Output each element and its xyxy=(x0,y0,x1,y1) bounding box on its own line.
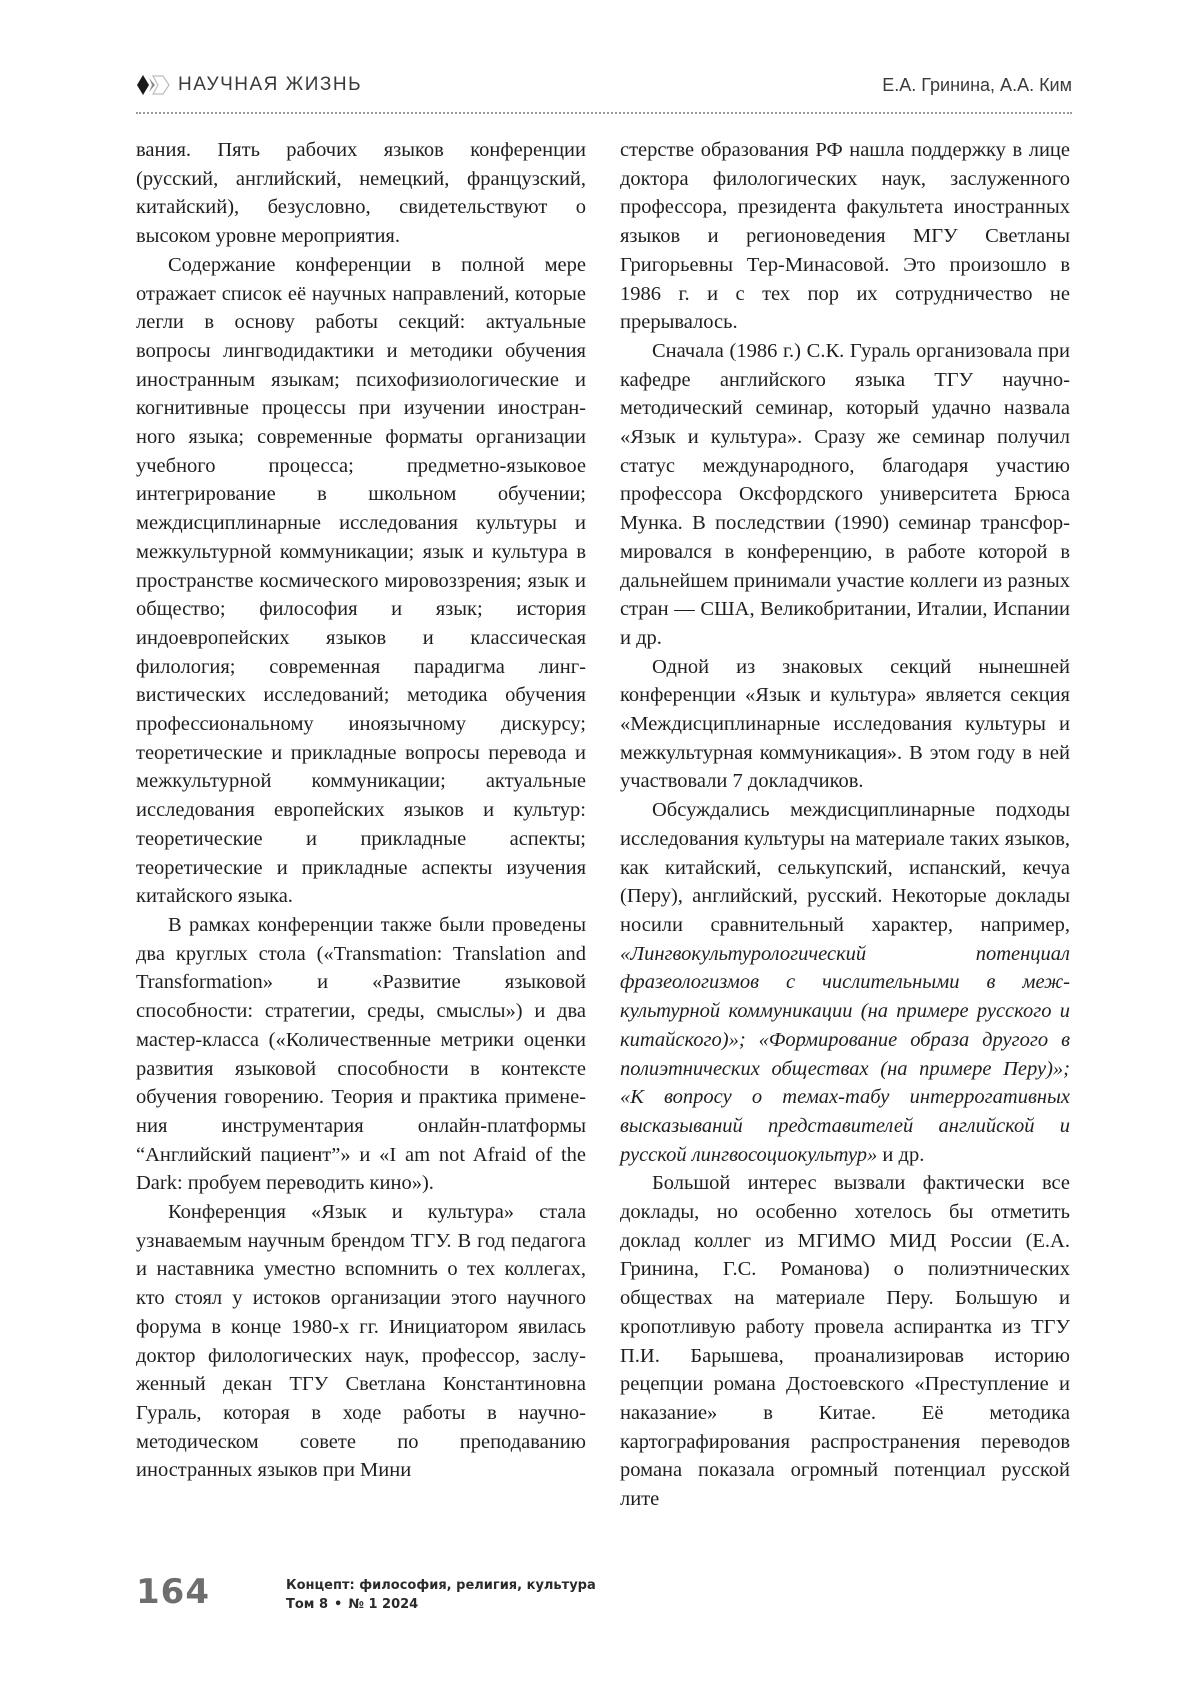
journal-volume: Том 8 xyxy=(286,1597,328,1612)
paragraph: Сначала (1986 г.) С.К. Гураль организовала при кафедре английского языка ТГУ научно-методический семинар, который удачно назвала «Язык и культура». Сразу же семинар получил статус международного, благодаря участию профессора Оксфордского университета Брюса Мунка. В последствии (1990) семинар трансформировался в конференцию, в работе которой в дальнейшем принимали участие коллеги из разных стран — США, Великобритании, Италии, Испании и др. xyxy=(620,339,1070,649)
page-header xyxy=(136,72,1072,112)
page-footer xyxy=(136,1572,1072,1632)
report-titles-italic: «Лингвокультурологический потенциал фразеологизмов с числительными в межкультурной коммуникации (на примере русского и китайского)»; «Формирование образа другого в полиэтнических обществах (на примере Перу)»; «К вопросу о темах-табу интеррогативных высказываний представителей английской и русской лингвосоциокультур» xyxy=(620,942,1070,1166)
page-number: 164 xyxy=(136,1572,210,1612)
section-title: НАУЧНАЯ ЖИЗНЬ xyxy=(178,74,363,95)
left-column xyxy=(136,136,586,1485)
paragraph: Содержание конференции в полной мере отражает список её научных направлений, которые легли в основу работы секций: актуальные вопросы лингводидактики и методики обучения иностранным языкам; психофизиологические и когнитивные процессы при изучении иностранного языка; современные форматы организации учебного процесса; предметно-языковое интегрирование в школьном обучении; междисциплинарные исследования культуры и межкультурной коммуникации; язык и культура в пространстве космического мировоззрения; язык и общество; философия и язык; история индоевропейских языков и классическая филология; современная парадигма лингвистических исследований; методика обучения профессиональному иноязычному дискурсу; теоретические и прикладные вопросы перевода и межкультурной коммуникации; актуальные исследования европейских языков и культур: теоретические и прикладные аспекты; теоретические и прикладные аспекты изучения китайского языка. xyxy=(136,253,586,908)
paragraph: В рамках конференции также были проведены два круглых стола («Transmation: Translation and Transformation» и «Развитие языковой способности: стратегии, среды, смыслы») и два мастер-класса («Количественные метрики оценки развития языковой способности в контексте обучения говорению. Теория и практика применения инструментария онлайн-платформы “Английский пациент”» и «I am not Afraid of the Dark: пробуем переводить кино»). xyxy=(136,913,586,1195)
separator-dot: • xyxy=(334,1597,343,1612)
paragraph: вания. Пять рабочих языков конференции (русский, английский, немецкий, французский, китайский), безусловно, свидетельствуют о высоком уровне мероприятия. xyxy=(136,139,586,248)
diamond-logo-icon xyxy=(136,74,172,96)
paragraph: стерстве образования РФ нашла поддержку в лице доктора филологических наук, заслуженного профессора, президента факультета иностранных языков и регионоведения МГУ Светланы Григорьевны Тер-Минасовой. Это произошло в 1986 г. и с тех пор их сотрудничество не прерывалось. xyxy=(620,139,1070,334)
paragraph: Большой интерес вызвали фактически все доклады, но особенно хотелось бы отметить доклад коллег из МГИМО МИД России (Е.А. Гринина, Г.С. Романова) о полиэтнических обществах на материале Перу. Большую и кропотливую работу провела аспирантка из ТГУ П.И. Барышева, проанализировав историю рецепции романа Достоевского «Преступление и наказание» в Китае. Её методика картографирования распространения переводов романа показала огромный потенциал русской лите xyxy=(620,1172,1070,1511)
journal-issue-number: № 1 2024 xyxy=(348,1597,419,1612)
journal-info xyxy=(286,1576,596,1614)
journal-issue xyxy=(286,1595,596,1614)
paragraph-text: и др. xyxy=(877,1143,925,1166)
journal-title: Концепт: философия, религия, культура xyxy=(286,1578,596,1593)
paragraph: Одной из знаковых секций нынешней конференции «Язык и культура» является секция «Междисциплинарные исследования культуры и межкультурная коммуникация». В этом году в ней участвовали 7 докладчиков. xyxy=(620,655,1070,793)
paragraph-text: Обсуждались междисциплинарные подходы исследования культуры на материале таких языков, как китайский, селькупский, испанский, кечуа (Перу), английский, русский. Некоторые доклады носили сравнительный характер, например, xyxy=(620,799,1070,936)
paragraph: Конференция «Язык и культура» стала узнаваемым научным брендом ТГУ. В год педагога и наставника уместно вспомнить о тех коллегах, кто стоял у истоков организации этого научного форума в конце 1980-х гг. Инициатором явилась доктор филологических наук, профессор, заслуженный декан ТГУ Светлана Константиновна Гураль, которая в ходе работы в научно-методическом совете по преподаванию иностранных языков при Мини xyxy=(136,1201,586,1482)
header-divider xyxy=(136,112,1072,114)
article-authors: Е.А. Гринина, А.А. Ким xyxy=(882,75,1072,95)
right-column xyxy=(620,136,1070,1514)
paragraph xyxy=(620,796,1070,1169)
